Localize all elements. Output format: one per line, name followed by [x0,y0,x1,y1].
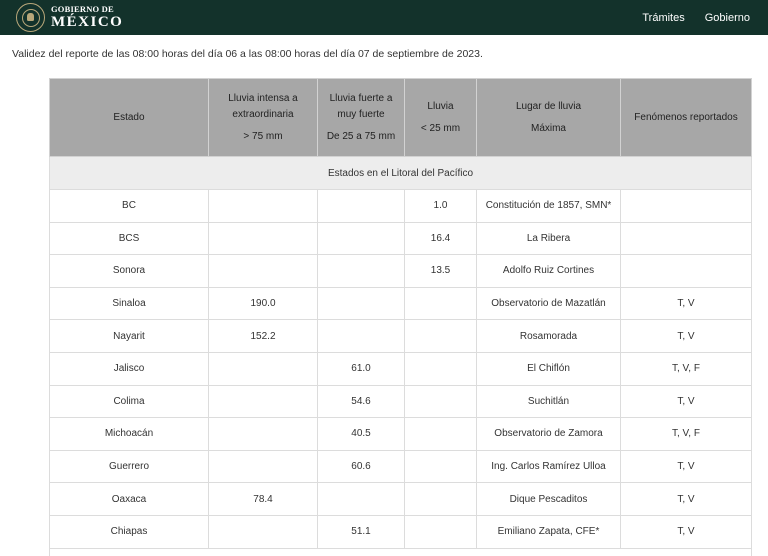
cell-fuerte: 40.5 [318,418,405,451]
cell-lugar: El Chiflón [477,352,621,385]
cell-fuerte [318,320,405,353]
cell-intensa [209,515,318,548]
cell-estado: Chiapas [50,515,209,548]
table-row [50,287,752,320]
report-validity-text: Validez del reporte de las 08:00 horas del día 06 a las 08:00 horas del día 07 de septiembre de 2023. [12,48,483,60]
table-row [50,190,752,223]
cell-lluvia: 13.5 [405,255,477,288]
header-intensa-range: > 75 mm [243,130,283,142]
cell-lluvia [405,352,477,385]
cell-fuerte [318,255,405,288]
cell-lluvia [405,287,477,320]
cell-fuerte: 60.6 [318,450,405,483]
nav-link-gobierno[interactable]: Gobierno [704,11,750,24]
national-seal-icon [16,3,45,32]
cell-lluvia [405,418,477,451]
table-row-partial [50,548,752,556]
cell-fuerte [318,287,405,320]
logo-line-2: MÉXICO [51,14,124,31]
cell-lugar: Emiliano Zapata, CFE* [477,515,621,548]
cell-lluvia [405,450,477,483]
cell-fenomenos: T, V [621,320,752,353]
cell-lugar: Observatorio de Mazatlán [477,287,621,320]
cell-lugar: Adolfo Ruiz Cortines [477,255,621,288]
cell-fenomenos: T, V [621,287,752,320]
rainfall-report-table [49,78,752,556]
header-fuerte-range: De 25 a 75 mm [326,130,396,142]
header-lluvia [405,79,477,157]
cell-fuerte [318,190,405,223]
cell-intensa [209,418,318,451]
cell-fenomenos: T, V [621,385,752,418]
header-fuerte-line1: Lluvia fuerte a [329,92,393,104]
header-lluvia-fuerte [318,79,405,157]
cell-intensa [209,222,318,255]
cell-fuerte [318,222,405,255]
cell-fenomenos: T, V, F [621,352,752,385]
cell-fuerte: 51.1 [318,515,405,548]
header-lluvia-line1: Lluvia [427,100,454,112]
cell-lugar: Dique Pescaditos [477,483,621,516]
section-row [50,157,752,190]
cell-lluvia [405,483,477,516]
header-lluvia-range: < 25 mm [420,122,461,134]
cell-lugar: Constitución de 1857, SMN* [477,190,621,223]
cell-lluvia [405,515,477,548]
table-row [50,450,752,483]
cell-lugar: Ing. Carlos Ramírez Ulloa [477,450,621,483]
cell-fuerte: 61.0 [318,352,405,385]
table-header-row [50,79,752,157]
section-title: Estados en el Litoral del Pacífico [50,157,752,190]
top-navbar [0,0,768,35]
cell-estado: Guerrero [50,450,209,483]
table-row [50,222,752,255]
cell-lluvia [405,385,477,418]
cell-intensa: 78.4 [209,483,318,516]
table-row [50,483,752,516]
main-nav [622,0,750,35]
table-row [50,352,752,385]
cell-intensa [209,385,318,418]
table-row [50,515,752,548]
header-fenomenos: Fenómenos reportados [621,79,752,157]
cell-estado: Jalisco [50,352,209,385]
cell-fenomenos [621,255,752,288]
cell-intensa: 152.2 [209,320,318,353]
cell-estado: Colima [50,385,209,418]
cell-fenomenos [621,190,752,223]
cell-estado: Oaxaca [50,483,209,516]
header-fuerte-line2: muy fuerte [337,108,385,120]
cell-intensa [209,190,318,223]
header-intensa-line2: extraordinaria [232,108,294,120]
cell-fenomenos: T, V [621,450,752,483]
cell-estado: Michoacán [50,418,209,451]
header-estado: Estado [50,79,209,157]
cell-intensa: 190.0 [209,287,318,320]
table-row [50,418,752,451]
header-lugar [477,79,621,157]
cell-lluvia: 1.0 [405,190,477,223]
cell-fenomenos: T, V [621,515,752,548]
header-lugar-line1: Lugar de lluvia [515,100,582,112]
cell-estado: Sinaloa [50,287,209,320]
cell-estado: BC [50,190,209,223]
cell-fenomenos [621,222,752,255]
nav-link-tramites[interactable]: Trámites [642,11,685,24]
gobierno-mexico-logo[interactable] [16,3,123,32]
header-lluvia-intensa [209,79,318,157]
cell-lluvia: 16.4 [405,222,477,255]
header-intensa-line1: Lluvia intensa a [228,92,298,104]
table-row [50,320,752,353]
cell-estado: BCS [50,222,209,255]
table-row [50,255,752,288]
cell-lluvia [405,320,477,353]
cell-lugar: La Ribera [477,222,621,255]
cell-estado: Sonora [50,255,209,288]
header-lugar-line2: Máxima [530,122,566,134]
cell-partial [50,548,752,556]
cell-lugar: Observatorio de Zamora [477,418,621,451]
logo-line-1: GOBIERNO DE [51,3,114,14]
cell-intensa [209,255,318,288]
cell-lugar: Rosamorada [477,320,621,353]
cell-fuerte [318,483,405,516]
cell-intensa [209,352,318,385]
logo-text [51,5,123,31]
table-row [50,385,752,418]
cell-intensa [209,450,318,483]
cell-fuerte: 54.6 [318,385,405,418]
cell-fenomenos: T, V, F [621,418,752,451]
cell-lugar: Suchitlán [477,385,621,418]
cell-estado: Nayarit [50,320,209,353]
cell-fenomenos: T, V [621,483,752,516]
